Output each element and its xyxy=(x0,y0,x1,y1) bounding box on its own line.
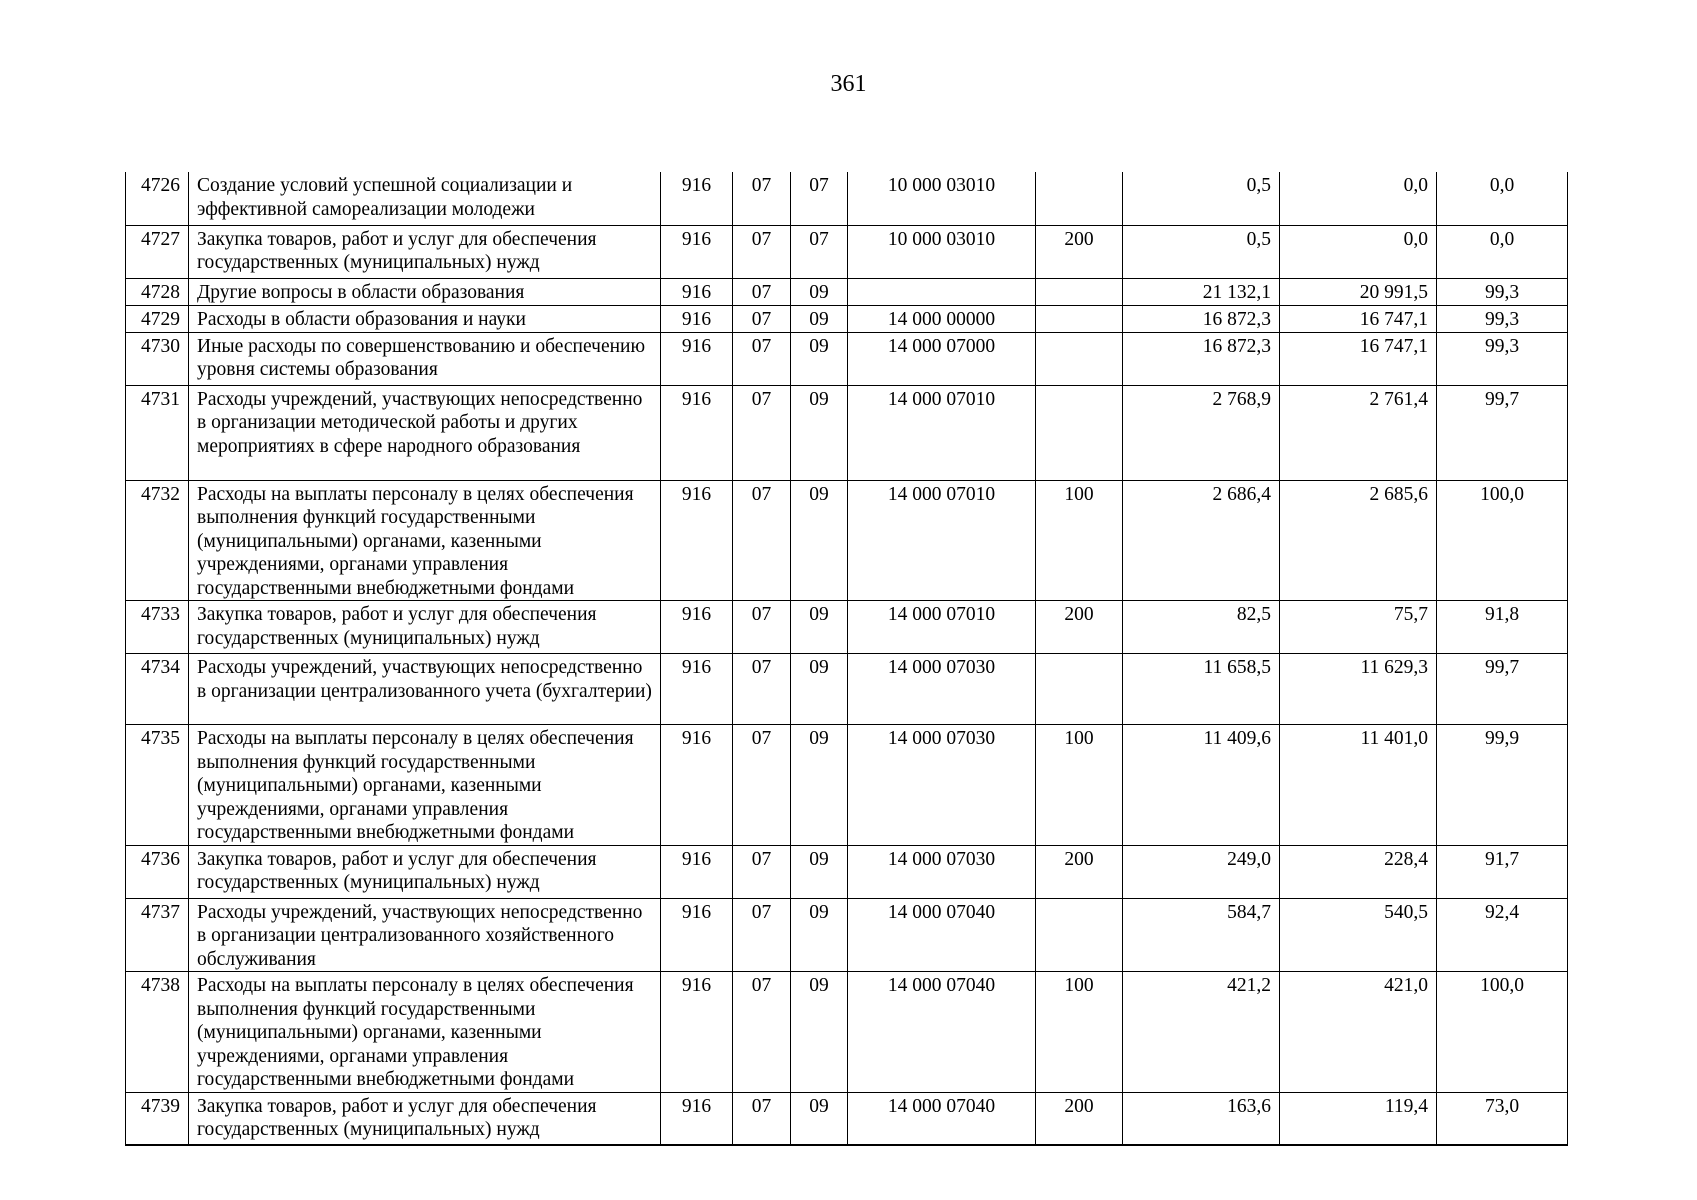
expense-name: Расходы на выплаты персоналу в целях обеспечения выполнения функций государственными (муниципальными) органами, казенными учреждениями, органами управления государственными внебюджетными фондами xyxy=(189,725,661,846)
target-item-code: 14 000 07040 xyxy=(848,898,1036,972)
target-item-code: 14 000 00000 xyxy=(848,305,1036,332)
planned-amount: 249,0 xyxy=(1123,845,1280,898)
expense-name: Создание условий успешной социализации и эффективной самореализации молодежи xyxy=(189,172,661,225)
execution-percent: 92,4 xyxy=(1437,898,1568,972)
section-code: 07 xyxy=(733,278,791,305)
actual-amount: 11 401,0 xyxy=(1280,725,1437,846)
section-code: 07 xyxy=(733,654,791,725)
execution-percent: 91,7 xyxy=(1437,845,1568,898)
row-number: 4726 xyxy=(126,172,189,225)
section-code: 07 xyxy=(733,898,791,972)
table-row xyxy=(126,225,1568,278)
subsection-code: 09 xyxy=(791,654,848,725)
section-code: 07 xyxy=(733,385,791,480)
row-number: 4734 xyxy=(126,654,189,725)
subsection-code: 09 xyxy=(791,480,848,601)
ministry-code: 916 xyxy=(661,725,733,846)
page-number: 361 xyxy=(830,71,867,97)
actual-amount: 228,4 xyxy=(1280,845,1437,898)
expense-name: Расходы учреждений, участвующих непосредственно в организации централизованного учета (бухгалтерии) xyxy=(189,654,661,725)
section-code: 07 xyxy=(733,225,791,278)
planned-amount: 163,6 xyxy=(1123,1092,1280,1145)
row-number: 4733 xyxy=(126,601,189,654)
row-number: 4739 xyxy=(126,1092,189,1145)
row-number: 4738 xyxy=(126,972,189,1093)
expense-type-code: 100 xyxy=(1036,725,1123,846)
target-item-code: 14 000 07010 xyxy=(848,601,1036,654)
execution-percent: 99,7 xyxy=(1437,385,1568,480)
subsection-code: 09 xyxy=(791,385,848,480)
planned-amount: 16 872,3 xyxy=(1123,305,1280,332)
actual-amount: 11 629,3 xyxy=(1280,654,1437,725)
row-number: 4736 xyxy=(126,845,189,898)
planned-amount: 2 686,4 xyxy=(1123,480,1280,601)
planned-amount: 0,5 xyxy=(1123,172,1280,225)
table-row xyxy=(126,305,1568,332)
subsection-code: 09 xyxy=(791,305,848,332)
table-row xyxy=(126,898,1568,972)
row-number: 4735 xyxy=(126,725,189,846)
execution-percent: 73,0 xyxy=(1437,1092,1568,1145)
table-row xyxy=(126,972,1568,1093)
subsection-code: 07 xyxy=(791,172,848,225)
table-row xyxy=(126,385,1568,480)
actual-amount: 20 991,5 xyxy=(1280,278,1437,305)
table-row xyxy=(126,601,1568,654)
actual-amount: 2 685,6 xyxy=(1280,480,1437,601)
subsection-code: 09 xyxy=(791,1092,848,1145)
section-code: 07 xyxy=(733,305,791,332)
execution-percent: 99,3 xyxy=(1437,278,1568,305)
expense-name: Закупка товаров, работ и услуг для обеспечения государственных (муниципальных) нужд xyxy=(189,1092,661,1145)
execution-percent: 0,0 xyxy=(1437,225,1568,278)
ministry-code: 916 xyxy=(661,278,733,305)
actual-amount: 2 761,4 xyxy=(1280,385,1437,480)
execution-percent: 0,0 xyxy=(1437,172,1568,225)
expense-type-code xyxy=(1036,278,1123,305)
ministry-code: 916 xyxy=(661,332,733,385)
planned-amount: 0,5 xyxy=(1123,225,1280,278)
section-code: 07 xyxy=(733,480,791,601)
actual-amount: 0,0 xyxy=(1280,172,1437,225)
target-item-code: 14 000 07040 xyxy=(848,1092,1036,1145)
row-number: 4730 xyxy=(126,332,189,385)
table-row xyxy=(126,725,1568,846)
execution-percent: 99,9 xyxy=(1437,725,1568,846)
row-number: 4727 xyxy=(126,225,189,278)
target-item-code: 10 000 03010 xyxy=(848,172,1036,225)
expense-type-code: 200 xyxy=(1036,601,1123,654)
section-code: 07 xyxy=(733,172,791,225)
subsection-code: 09 xyxy=(791,332,848,385)
ministry-code: 916 xyxy=(661,654,733,725)
table-row xyxy=(126,332,1568,385)
section-code: 07 xyxy=(733,332,791,385)
ministry-code: 916 xyxy=(661,385,733,480)
ministry-code: 916 xyxy=(661,305,733,332)
ministry-code: 916 xyxy=(661,480,733,601)
row-number: 4728 xyxy=(126,278,189,305)
target-item-code: 14 000 07000 xyxy=(848,332,1036,385)
actual-amount: 119,4 xyxy=(1280,1092,1437,1145)
table-row xyxy=(126,1092,1568,1145)
expense-type-code: 200 xyxy=(1036,1092,1123,1145)
expense-type-code: 200 xyxy=(1036,225,1123,278)
row-number: 4729 xyxy=(126,305,189,332)
actual-amount: 421,0 xyxy=(1280,972,1437,1093)
expense-type-code xyxy=(1036,172,1123,225)
expense-name: Расходы учреждений, участвующих непосредственно в организации централизованного хозяйственного обслуживания xyxy=(189,898,661,972)
execution-percent: 99,7 xyxy=(1437,654,1568,725)
subsection-code: 09 xyxy=(791,972,848,1093)
target-item-code: 14 000 07030 xyxy=(848,845,1036,898)
expense-name: Закупка товаров, работ и услуг для обеспечения государственных (муниципальных) нужд xyxy=(189,601,661,654)
ministry-code: 916 xyxy=(661,601,733,654)
row-number: 4731 xyxy=(126,385,189,480)
subsection-code: 09 xyxy=(791,601,848,654)
target-item-code: 14 000 07030 xyxy=(848,725,1036,846)
execution-percent: 99,3 xyxy=(1437,332,1568,385)
subsection-code: 09 xyxy=(791,898,848,972)
target-item-code: 14 000 07040 xyxy=(848,972,1036,1093)
planned-amount: 2 768,9 xyxy=(1123,385,1280,480)
subsection-code: 09 xyxy=(791,278,848,305)
target-item-code: 14 000 07010 xyxy=(848,385,1036,480)
row-number: 4732 xyxy=(126,480,189,601)
ministry-code: 916 xyxy=(661,845,733,898)
expense-type-code xyxy=(1036,332,1123,385)
table-row xyxy=(126,278,1568,305)
table-row xyxy=(126,172,1568,225)
target-item-code xyxy=(848,278,1036,305)
planned-amount: 584,7 xyxy=(1123,898,1280,972)
expense-type-code xyxy=(1036,305,1123,332)
planned-amount: 11 409,6 xyxy=(1123,725,1280,846)
table-row xyxy=(126,654,1568,725)
execution-percent: 100,0 xyxy=(1437,480,1568,601)
table-row xyxy=(126,845,1568,898)
actual-amount: 16 747,1 xyxy=(1280,332,1437,385)
execution-percent: 100,0 xyxy=(1437,972,1568,1093)
planned-amount: 16 872,3 xyxy=(1123,332,1280,385)
planned-amount: 21 132,1 xyxy=(1123,278,1280,305)
expense-type-code xyxy=(1036,654,1123,725)
target-item-code: 14 000 07010 xyxy=(848,480,1036,601)
ministry-code: 916 xyxy=(661,1092,733,1145)
actual-amount: 540,5 xyxy=(1280,898,1437,972)
expense-name: Расходы на выплаты персоналу в целях обеспечения выполнения функций государственными (муниципальными) органами, казенными учреждениями, органами управления государственными внебюджетными фондами xyxy=(189,480,661,601)
budget-table xyxy=(125,172,1568,1146)
subsection-code: 09 xyxy=(791,725,848,846)
section-code: 07 xyxy=(733,725,791,846)
planned-amount: 421,2 xyxy=(1123,972,1280,1093)
ministry-code: 916 xyxy=(661,898,733,972)
expense-type-code xyxy=(1036,898,1123,972)
target-item-code: 10 000 03010 xyxy=(848,225,1036,278)
ministry-code: 916 xyxy=(661,972,733,1093)
expense-type-code: 100 xyxy=(1036,480,1123,601)
section-code: 07 xyxy=(733,1092,791,1145)
planned-amount: 11 658,5 xyxy=(1123,654,1280,725)
subsection-code: 07 xyxy=(791,225,848,278)
execution-percent: 99,3 xyxy=(1437,305,1568,332)
expense-name: Расходы на выплаты персоналу в целях обеспечения выполнения функций государственными (муниципальными) органами, казенными учреждениями, органами управления государственными внебюджетными фондами xyxy=(189,972,661,1093)
section-code: 07 xyxy=(733,601,791,654)
expense-type-code xyxy=(1036,385,1123,480)
actual-amount: 75,7 xyxy=(1280,601,1437,654)
expense-name: Расходы учреждений, участвующих непосредственно в организации методической работы и других мероприятиях в сфере народного образования xyxy=(189,385,661,480)
execution-percent: 91,8 xyxy=(1437,601,1568,654)
expense-name: Расходы в области образования и науки xyxy=(189,305,661,332)
expense-name: Иные расходы по совершенствованию и обеспечению уровня системы образования xyxy=(189,332,661,385)
table-row xyxy=(126,480,1568,601)
expense-type-code: 100 xyxy=(1036,972,1123,1093)
subsection-code: 09 xyxy=(791,845,848,898)
actual-amount: 16 747,1 xyxy=(1280,305,1437,332)
expense-type-code: 200 xyxy=(1036,845,1123,898)
section-code: 07 xyxy=(733,972,791,1093)
target-item-code: 14 000 07030 xyxy=(848,654,1036,725)
expense-name: Закупка товаров, работ и услуг для обеспечения государственных (муниципальных) нужд xyxy=(189,845,661,898)
section-code: 07 xyxy=(733,845,791,898)
row-number: 4737 xyxy=(126,898,189,972)
ministry-code: 916 xyxy=(661,172,733,225)
planned-amount: 82,5 xyxy=(1123,601,1280,654)
expense-name: Другие вопросы в области образования xyxy=(189,278,661,305)
actual-amount: 0,0 xyxy=(1280,225,1437,278)
expense-name: Закупка товаров, работ и услуг для обеспечения государственных (муниципальных) нужд xyxy=(189,225,661,278)
budget-table-body xyxy=(126,172,1568,1145)
ministry-code: 916 xyxy=(661,225,733,278)
